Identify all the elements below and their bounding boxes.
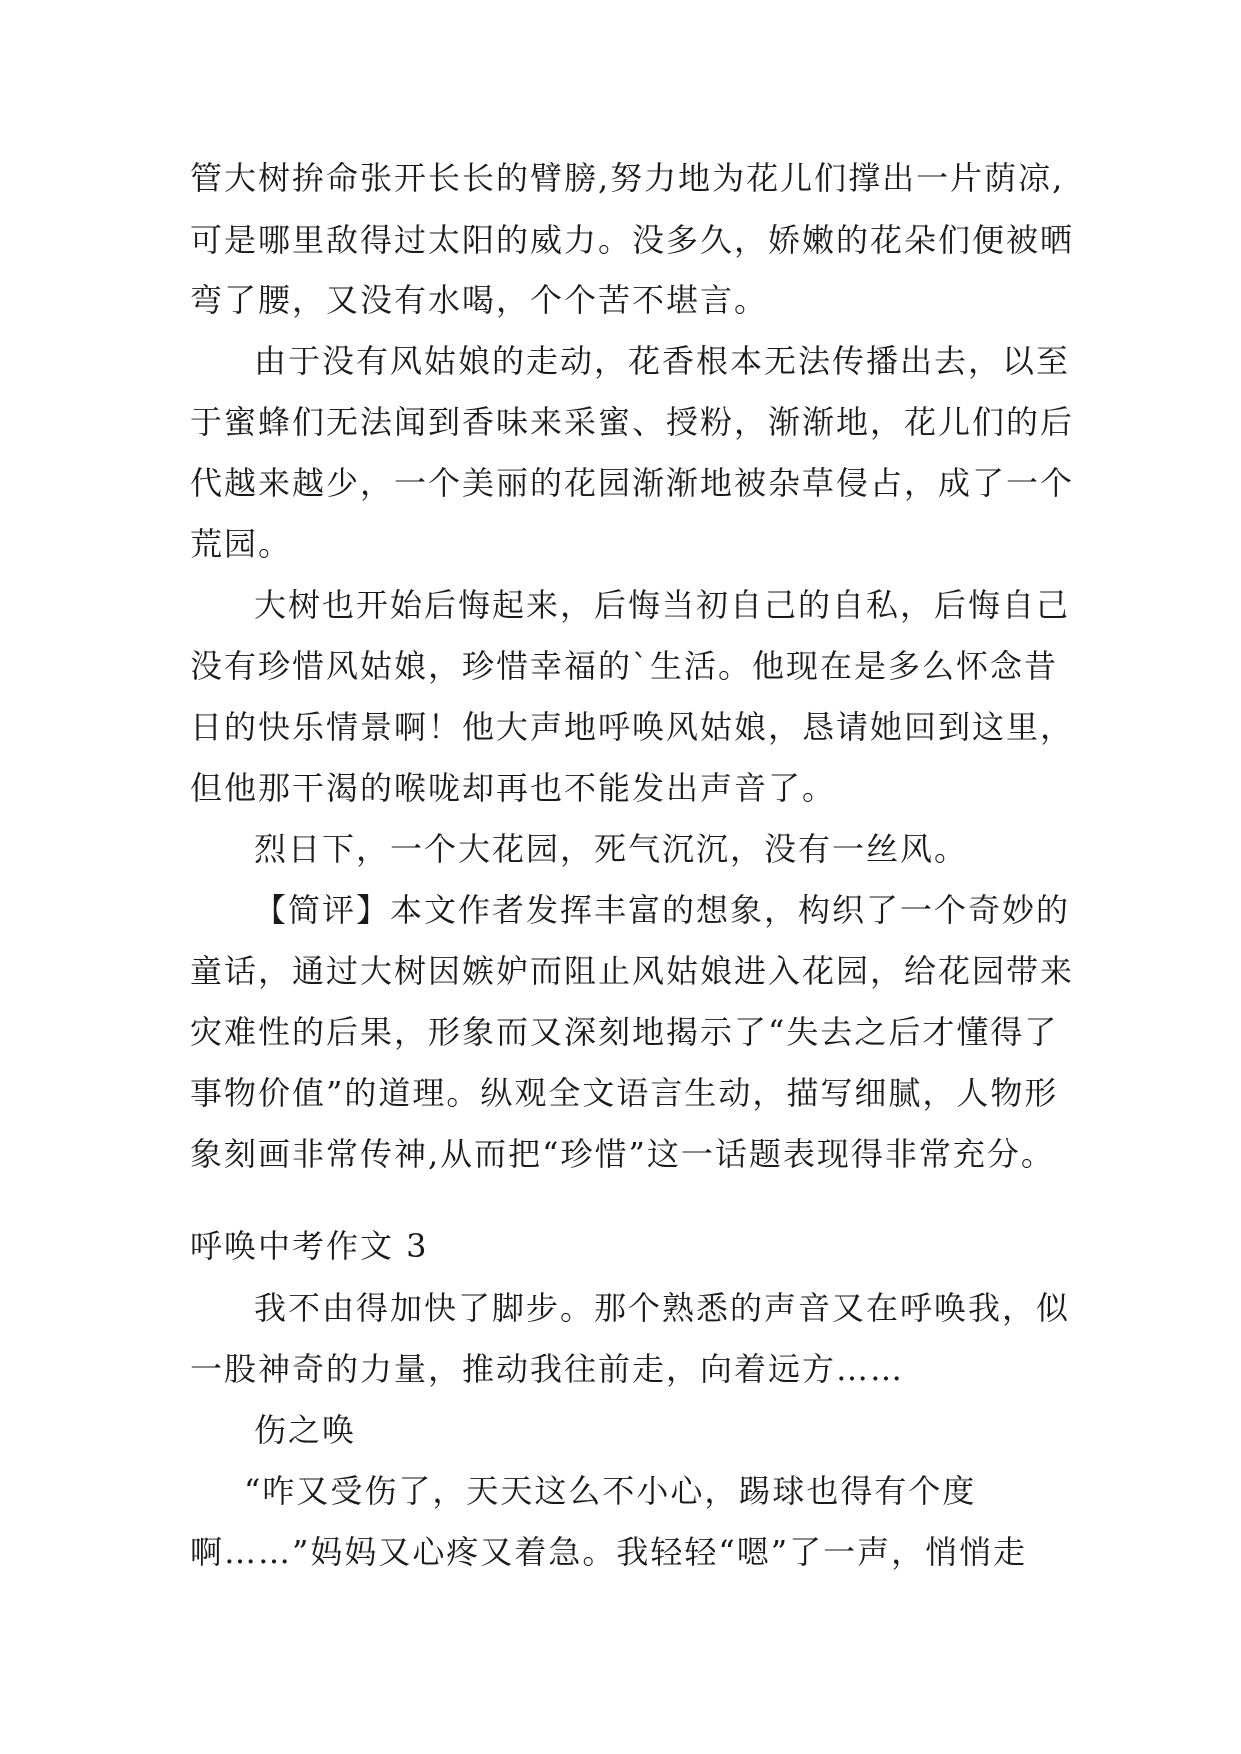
subheading: 伤之唤 bbox=[254, 1411, 357, 1449]
paragraph-start: 我不由得加快了脚步。那个熟悉的声音又在呼唤我，似 bbox=[254, 1289, 1071, 1327]
text-line: 管大树拚命张开长长的臂膀,努力地为花儿们撑出一片荫凉, bbox=[190, 159, 1065, 197]
text-line: 但他那干渴的喉咙却再也不能发出声音了。 bbox=[190, 769, 837, 807]
text-line: 灾难性的后果，形象而又深刻地揭示了“失去之后才懂得了 bbox=[190, 1013, 1059, 1051]
text-line: 可是哪里敌得过太阳的威力。没多久，娇嫩的花朵们便被晒 bbox=[190, 221, 1075, 259]
paragraph-start: 大树也开始后悔起来，后悔当初自己的自私，后悔自己 bbox=[254, 586, 1071, 624]
paragraph-start: 烈日下，一个大花园，死气沉沉，没有一丝风。 bbox=[254, 830, 969, 868]
text-line: 日的快乐情景啊！他大声地呼唤风姑娘，恳请她回到这里， bbox=[190, 708, 1075, 746]
text-line: 于蜜蜂们无法闻到香味来采蜜、授粉，渐渐地，花儿们的后 bbox=[190, 403, 1075, 441]
paragraph-start: “咋又受伤了，天天这么不小心，踢球也得有个度 bbox=[244, 1472, 977, 1510]
text-line: 代越来越少，一个美丽的花园渐渐地被杂草侵占，成了一个 bbox=[190, 464, 1075, 502]
text-line: 啊……”妈妈又心疼又着急。我轻轻“嗯”了一声，悄悄走 bbox=[190, 1533, 1028, 1571]
text-line: 一股神奇的力量，推动我往前走，向着远方…… bbox=[190, 1350, 905, 1388]
text-line: 象刻画非常传神,从而把“珍惜”这一话题表现得非常充分。 bbox=[190, 1135, 1055, 1173]
section-heading: 呼唤中考作文 3 bbox=[190, 1227, 429, 1265]
text-line: 事物价值”的道理。纵观全文语言生动，描写细腻，人物形 bbox=[190, 1074, 1059, 1112]
paragraph-start: 由于没有风姑娘的走动，花香根本无法传播出去，以至 bbox=[254, 342, 1071, 380]
text-line: 没有珍惜风姑娘，珍惜幸福的`生活。他现在是多么怀念昔 bbox=[190, 647, 1059, 685]
text-line: 荒园。 bbox=[190, 525, 293, 563]
comment-start: 【简评】本文作者发挥丰富的想象，构织了一个奇妙的 bbox=[254, 891, 1071, 929]
text-line: 童话，通过大树因嫉妒而阻止风姑娘进入花园，给花园带来 bbox=[190, 952, 1075, 990]
text-line: 弯了腰，又没有水喝，个个苦不堪言。 bbox=[190, 281, 769, 319]
